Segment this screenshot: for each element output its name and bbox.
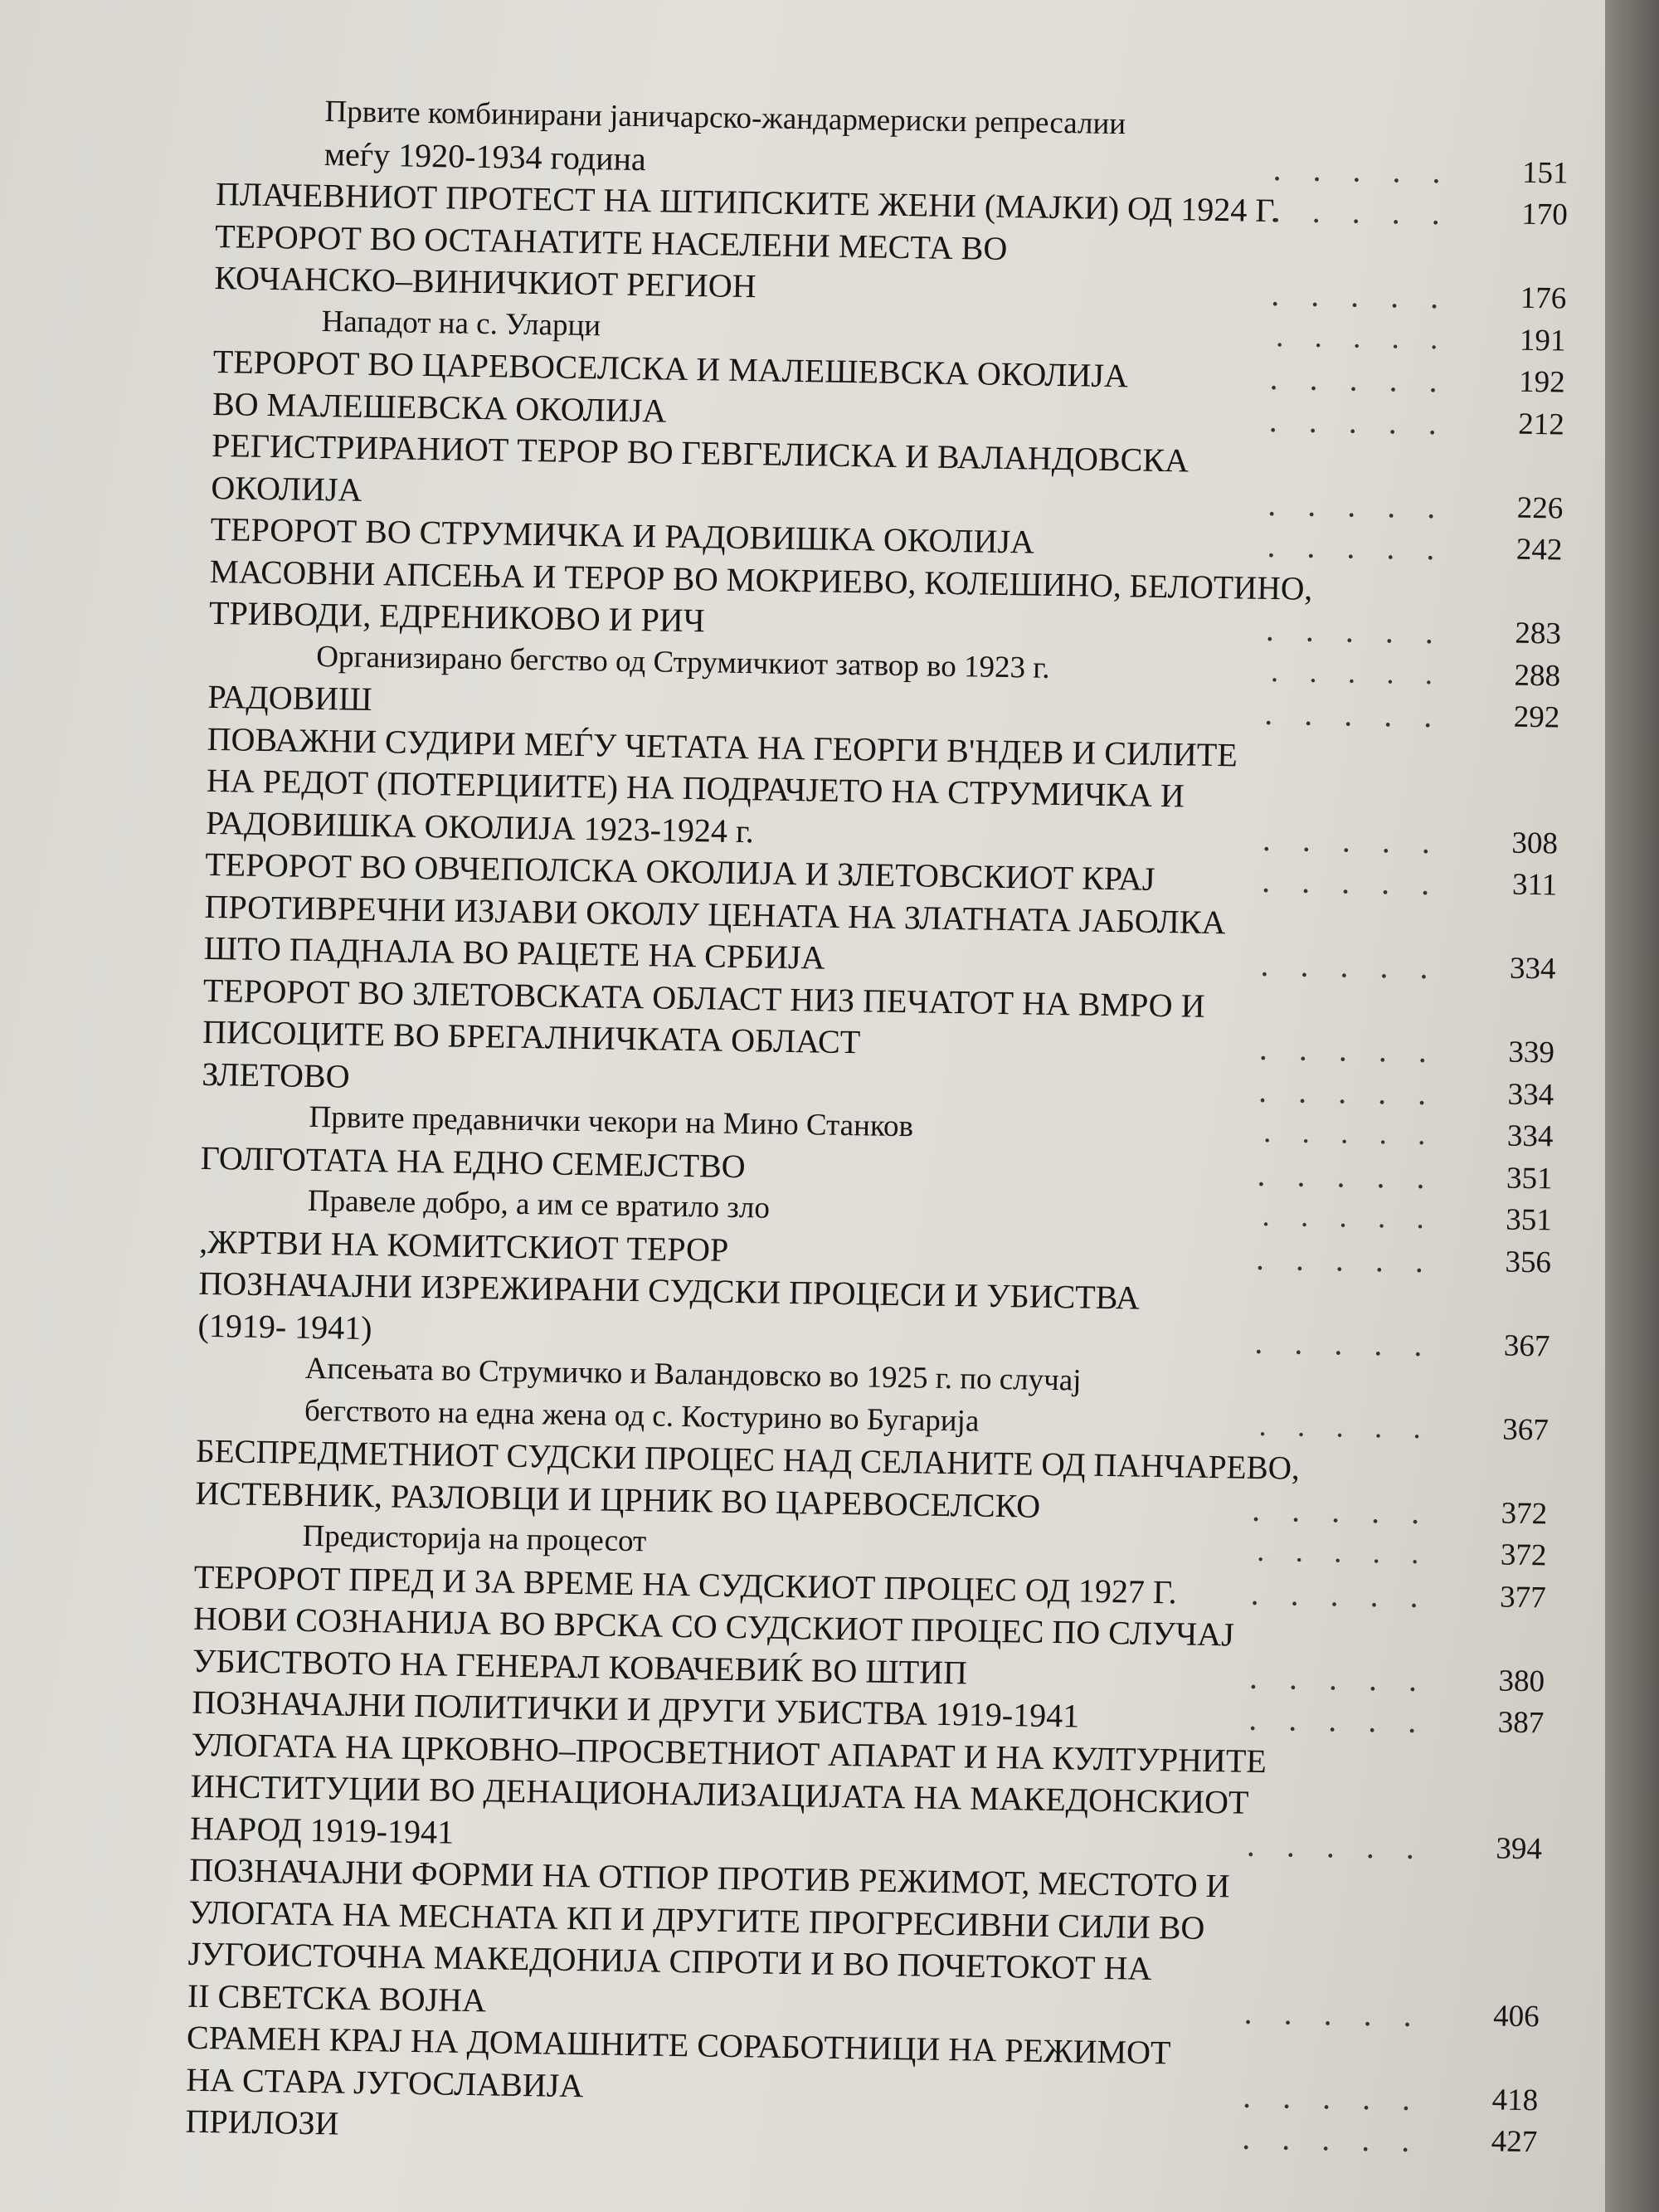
toc-entry-title: НА СТАРА ЈУГОСЛАВИЈА (185, 2060, 584, 2104)
leader-dots: . . . . . (1260, 945, 1440, 987)
toc-entry-title: УЛОГАТА НА МЕСНАТА КП И ДРУГИТЕ ПРОГРЕСИВНИ СИЛИ ВО (188, 1893, 1205, 1946)
leader-dots: . . . . . (1254, 1323, 1434, 1363)
leader-dots: . . . . . (1262, 820, 1443, 860)
leader-dots: . . . . . (1246, 1825, 1427, 1866)
toc-entry-page: 351 (1505, 1202, 1553, 1238)
toc-entry-page: 334 (1509, 951, 1556, 987)
toc-entry-title: УБИСТВОТО НА ГЕНЕРАЛ КОВАЧЕВИЌ ВО ШТИП (192, 1641, 968, 1691)
toc-entry-title: Организирано бегство од Струмичкиот затвор во 1923 г. (315, 639, 1050, 685)
leader-dots: . . . . . (1267, 526, 1447, 568)
toc-entry-title: Правеле добро, а им се вратило зло (307, 1183, 771, 1225)
toc-entry-page: 288 (1514, 658, 1561, 694)
toc-entry-page: 151 (1521, 155, 1569, 191)
toc-entry-page: 351 (1506, 1161, 1553, 1196)
toc-entry-page: 356 (1505, 1245, 1552, 1279)
leader-dots: . . . . . (1242, 2077, 1423, 2117)
toc-entry-title: ПОЗНАЧАЈНИ ПОЛИТИЧКИ И ДРУГИ УБИСТВА 1919-1941 (192, 1683, 1080, 1735)
toc-entry-title: НА РЕДОТ (ПОТЕРЦИИТЕ) НА ПОДРАЧЈЕТО НА СТРУМИЧКА И (206, 761, 1185, 815)
toc-entry-title: ИСТЕВНИК, РАЗЛОВЦИ И ЦРНИК ВО ЦАРЕВОСЕЛСКО (195, 1474, 1041, 1525)
leader-dots: . . . . . (1255, 1239, 1436, 1279)
toc-entry-title: ЗЛЕТОВО (202, 1055, 350, 1095)
toc-entry-title: ИНСТИТУЦИИ ВО ДЕНАЦИОНАЛИЗАЦИЈАТА НА МАКЕДОНСКИОТ (190, 1766, 1249, 1821)
toc-entry-title: ПОЗНАЧАЈНИ ИЗРЕЖИРАНИ СУДСКИ ПРОЦЕСИ И УБИСТВА (198, 1264, 1141, 1317)
leader-dots: . . . . . (1262, 1114, 1438, 1152)
leader-dots: . . . . . (1267, 485, 1447, 525)
toc-entry-title: ЈУГОИСТОЧНА МАКЕДОНИЈА СПРОТИ И ВО ПОЧЕТОКОТ НА (187, 1934, 1152, 1987)
leader-dots: . . . . . (1256, 1533, 1431, 1571)
toc-entry-title: (1919- 1941) (197, 1306, 372, 1347)
toc-entry-page: 367 (1502, 1412, 1550, 1447)
toc-entry-page: 283 (1515, 616, 1562, 651)
toc-entry-title: СРАМЕН КРАЈ НА ДОМАШНИТЕ СОРАБОТНИЦИ НА РЕЖИМОТ (186, 2018, 1171, 2072)
leader-dots: . . . . . (1272, 149, 1452, 190)
leader-dots: . . . . . (1248, 1658, 1429, 1698)
toc-entry-title: ТЕРОРОТ ВО ЗЛЕТОВСКАТА ОБЛАСТ НИЗ ПЕЧАТОТ НА ВМРО И (202, 971, 1205, 1025)
toc-entry-title: ПИСОЦИТЕ ВО БРЕГАЛНИЧКАТА ОБЛАСТ (202, 1012, 861, 1061)
toc-entry-page: 427 (1491, 2124, 1538, 2160)
toc-entry-title: НОВИ СОЗНАНИЈА ВО ВРСКА СО СУДСКИОТ ПРОЦЕС ПО СЛУЧАЈ (192, 1599, 1235, 1654)
toc-entry-page: 372 (1500, 1537, 1547, 1573)
toc-entry-title: РЕГИСТРИРАНИОТ ТЕРОР ВО ГЕВГЕЛИСКА И ВАЛАНДОВСКА (211, 426, 1190, 480)
leader-dots: . . . . . (1275, 319, 1450, 356)
leader-dots: . . . . . (1270, 654, 1445, 691)
toc-entry-page: 176 (1520, 280, 1567, 316)
toc-entry-title: меѓу 1920-1934 година (324, 134, 647, 178)
toc-entry-title: ПОВАЖНИ СУДИРИ МЕЃУ ЧЕТАТА НА ГЕОРГИ В'НДЕВ И СИЛИТЕ (207, 719, 1238, 773)
toc-entry-page: 406 (1492, 1998, 1540, 2034)
toc-entry-title: ШТО ПАДНАЛА ВО РАЦЕТЕ НА СРБИЈА (203, 928, 825, 977)
toc-entry-title: ТЕРОРОТ ВО ОВЧЕПОЛСКА ОКОЛИЈА И ЗЛЕТОВСКИОТ КРАЈ (204, 845, 1155, 898)
toc-entry-title: бегството на една жена од с. Костурино во Бугарија (304, 1393, 980, 1439)
toc-entry-title: ПЛАЧЕВНИОТ ПРОТЕСТ НА ШТИПСКИТЕ ЖЕНИ (МАЈКИ) ОД 1924 Г. (215, 174, 1280, 230)
leader-dots: . . . . . (1269, 358, 1450, 400)
toc-entry-page: 170 (1521, 197, 1569, 232)
toc-entry-page: 380 (1498, 1664, 1545, 1698)
toc-entry-page: 372 (1501, 1496, 1548, 1531)
table-of-contents (185, 90, 1569, 2163)
toc-entry-page: 191 (1519, 323, 1566, 358)
leader-dots: . . . . . (1272, 191, 1452, 232)
toc-entry-title: КОЧАНСКО–ВИНИЧКИОТ РЕГИОН (214, 258, 757, 305)
toc-entry-page: 367 (1503, 1328, 1550, 1363)
toc-entry-title: БЕСПРЕДМЕТНИОТ СУДСКИ ПРОЦЕС НАД СЕЛАНИТЕ ОД ПАНЧАРЕВО, (195, 1431, 1301, 1487)
toc-entry-page: 311 (1511, 867, 1558, 903)
leader-dots: . . . . . (1251, 1490, 1432, 1531)
toc-entry-page: 192 (1518, 364, 1565, 400)
toc-entry-title: ОКОЛИЈА (211, 468, 362, 509)
toc-entry-title: ТЕРОРОТ ВО ОСТАНАТИТЕ НАСЕЛЕНИ МЕСТА ВО (214, 217, 1008, 267)
toc-entry-page: 334 (1506, 1118, 1554, 1154)
toc-entry-page: 377 (1499, 1580, 1546, 1615)
leader-dots: . . . . . (1243, 1993, 1424, 2034)
toc-entry-page: 418 (1491, 2082, 1539, 2117)
leader-dots: . . . . . (1258, 1029, 1439, 1070)
leader-dots: . . . . . (1242, 2118, 1422, 2160)
toc-entry-title: Првите комбинирани јаничарско-жандармериски репресалии (324, 95, 1126, 142)
book-edge (1605, 0, 1659, 2212)
toc-entry-page: 339 (1508, 1035, 1555, 1070)
toc-entry-title: Нападот на с. Уларци (321, 304, 601, 343)
toc-entry-title: ТРИВОДИ, ЕДРЕНИКОВО И РИЧ (208, 593, 706, 640)
toc-entry-title: УЛОГАТА НА ЦРКОВНО–ПРОСВЕТНИОТ АПАРАТ И НА КУЛТУРНИТЕ (191, 1725, 1267, 1780)
leader-dots: . . . . . (1265, 610, 1446, 651)
leader-dots: . . . . . (1250, 1574, 1431, 1615)
toc-entry-title: II СВЕТСКА ВОЈНА (187, 1976, 487, 2019)
toc-entry-title: ,ЖРТВИ НА КОМИТСКИОТ ТЕРОР (198, 1222, 729, 1269)
toc-entry-title: Првите предавнички чекори на Мино Станков (309, 1099, 914, 1144)
toc-entry-title: РАДОВИШКА ОКОЛИЈА 1923-1924 г. (205, 803, 755, 850)
toc-entry-title: ГОЛГОТАТА НА ЕДНО СЕМЕЈСТВО (200, 1138, 746, 1185)
leader-dots: . . . . . (1263, 694, 1444, 735)
toc-entry-page: 387 (1497, 1705, 1545, 1741)
toc-entry-title: ТЕРОРОТ ПРЕД И ЗА ВРЕМЕ НА СУДСКИОТ ПРОЦЕС ОД 1927 Г. (193, 1557, 1177, 1610)
toc-entry-page: 226 (1516, 490, 1564, 526)
toc-entry-title: ВО МАЛЕШЕВСКА ОКОЛИЈА (212, 384, 667, 430)
leader-dots: . . . . . (1270, 275, 1451, 316)
toc-entry-page: 394 (1496, 1830, 1543, 1866)
leader-dots: . . . . . (1258, 1408, 1433, 1445)
toc-entry-title: НАРОД 1919-1941 (189, 1809, 455, 1851)
toc-entry-page: 212 (1518, 407, 1565, 442)
toc-entry-page: 242 (1515, 532, 1563, 568)
leader-dots: . . . . . (1258, 1071, 1438, 1112)
toc-entry-title: Апсењата во Струмичко и Валандовско во 1925 г. по случај (304, 1351, 1082, 1398)
toc-entry-page: 308 (1511, 826, 1559, 860)
toc-entry-page: 334 (1507, 1077, 1554, 1112)
toc-entry-title: ПОЗНАЧАЈНИ ФОРМИ НА ОТПОР ПРОТИВ РЕЖИМОТ, МЕСТОТО И (188, 1850, 1230, 1905)
toc-entry-title: МАСОВНИ АПСЕЊА И ТЕРОР ВО МОКРИЕВО, КОЛЕШИНО, БЕЛОТИНО, (209, 552, 1313, 607)
toc-entry-title: ТЕРОРОТ ВО СТРУМИЧКА И РАДОВИШКА ОКОЛИЈА (210, 509, 1035, 561)
leader-dots: . . . . . (1248, 1699, 1428, 1741)
leader-dots: . . . . . (1261, 861, 1442, 903)
toc-entry-title: ТЕРОРОТ ВО ЦАРЕВОСЕЛСКА И МАЛЕШЕВСКА ОКОЛИЈА (212, 342, 1129, 395)
toc-entry-title: ПРОТИВРЕЧНИ ИЗЈАВИ ОКОЛУ ЦЕНАТА НА ЗЛАТНАТА ЈАБОЛКА (204, 887, 1226, 941)
toc-entry-title: Предисторија на процесот (302, 1518, 647, 1559)
leader-dots: . . . . . (1268, 401, 1449, 441)
toc-entry-title: ПРИЛОЗИ (185, 2102, 339, 2142)
leader-dots: . . . . . (1257, 1155, 1437, 1196)
toc-entry-title: РАДОВИШ (207, 677, 372, 719)
toc-entry-page: 292 (1513, 699, 1560, 735)
leader-dots: . . . . . (1262, 1198, 1437, 1236)
